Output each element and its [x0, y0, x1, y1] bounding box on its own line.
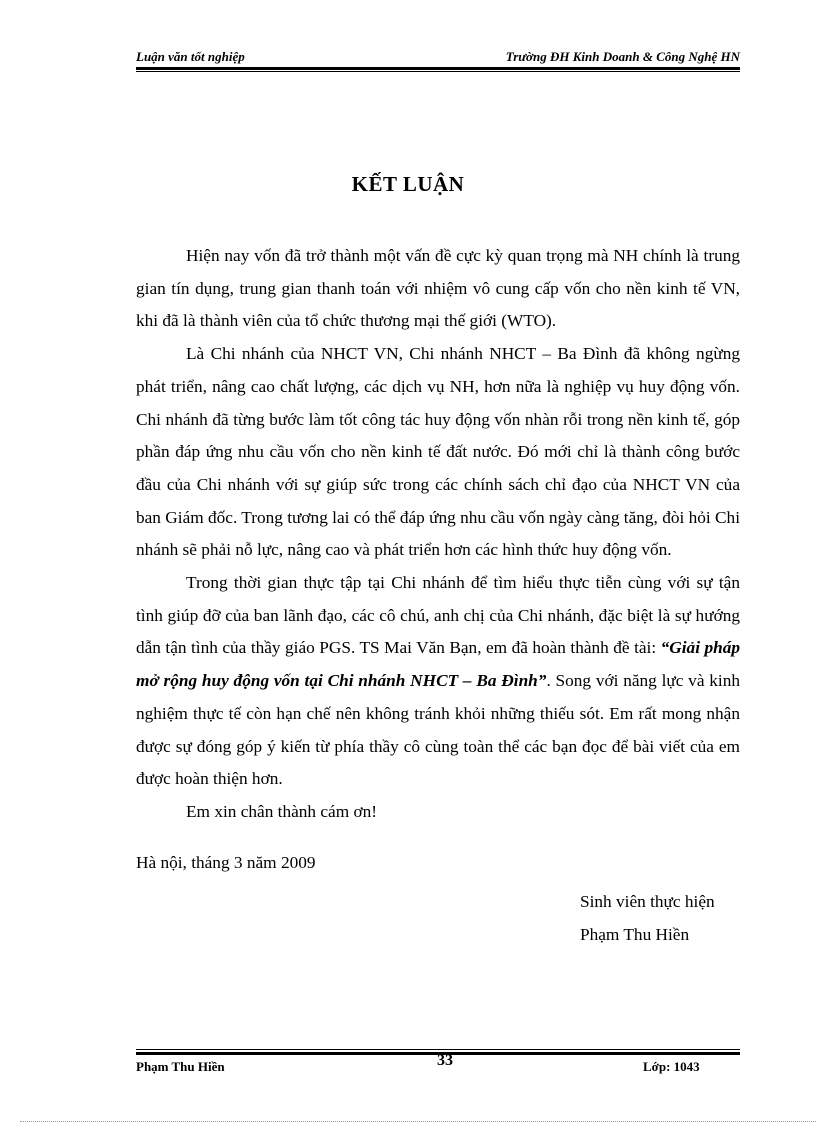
date-line: Hà nội, tháng 3 năm 2009: [136, 853, 316, 872]
page-title: KẾT LUẬN: [351, 172, 465, 196]
footer-author: Phạm Thu Hiền: [136, 1059, 225, 1074]
page-number: 33: [437, 1052, 453, 1069]
paragraph-2: Là Chi nhánh của NHCT VN, Chi nhánh NHCT – Ba Đình đã không ngừng phát triển, nâng cao chất lượng, các dịch vụ NH, hơn nữa là nghiệp vụ huy động vốn. Chi nhánh đã từng bước làm tốt công tác huy động vốn nhàn rỗi trong nền kinh tế, góp phần đáp ứng nhu cầu vốn cho nền kinh tế đất nước. Đó mới chỉ là thành công bước đầu của Chi nhánh với sự giúp sức trong các chính sách chỉ đạo của NHCT VN của ban Giám đốc. Trong tương lai có thể đáp ứng nhu cầu vốn ngày càng tăng, đòi hỏi Chi nhánh sẽ phải nỗ lực, nâng cao và phát triển hơn các hình thức huy động vốn.: [136, 344, 740, 560]
signature-block: [580, 886, 715, 951]
header-rule-thin: [136, 71, 740, 72]
header-rule-thick: [136, 67, 740, 70]
header-left-text: Luận văn tốt nghiệp: [136, 49, 245, 64]
signature-role: Sinh viên thực hiện: [580, 892, 715, 911]
paragraph-3: [136, 567, 740, 796]
body-text: [136, 240, 740, 829]
footer-rule-thin: [136, 1049, 740, 1050]
paragraph-3-rest: . Song với năng lực và kinh nghiệm thực tế còn hạn chế nên không tránh khỏi những thiếu sót. Em rất mong nhận được sự đóng góp ý kiến từ phía thầy cô cùng toàn thể các bạn đọc để bài viết của em được hoàn thiện hơn.: [136, 671, 740, 789]
paragraph-1: Hiện nay vốn đã trở thành một vấn đề cực kỳ quan trọng mà NH chính là trung gian tín dụng, trung gian thanh toán với nhiệm vô cung cấp vốn cho nền kinh tế VN, khi đã là thành viên của tổ chức thương mại thế giới (WTO).: [136, 246, 740, 331]
signature-name: Phạm Thu Hiền: [580, 924, 690, 944]
footer-class: Lớp: 1043: [643, 1059, 700, 1074]
page-edge-dotted-line: [20, 1121, 816, 1122]
paragraph-3-intro: Trong thời gian thực tập tại Chi nhánh để tìm hiểu thực tiễn cùng với sự tận tình giúp đỡ của ban lãnh đạo, các cô chú, anh chị của Chi nhánh, đặc biệt là sự hướng dẫn tận tình của thầy giáo PGS. TS Mai Văn Bạn, em đã hoàn thành đề tài:: [136, 573, 740, 658]
paragraph-4: Em xin chân thành cám ơn!: [186, 801, 378, 821]
thesis-topic: “Giải pháp mở rộng huy động vốn tại Chi nhánh NHCT – Ba Đình”: [136, 638, 740, 691]
header-right-text: Trường ĐH Kinh Doanh & Công Nghệ HN: [505, 49, 740, 64]
